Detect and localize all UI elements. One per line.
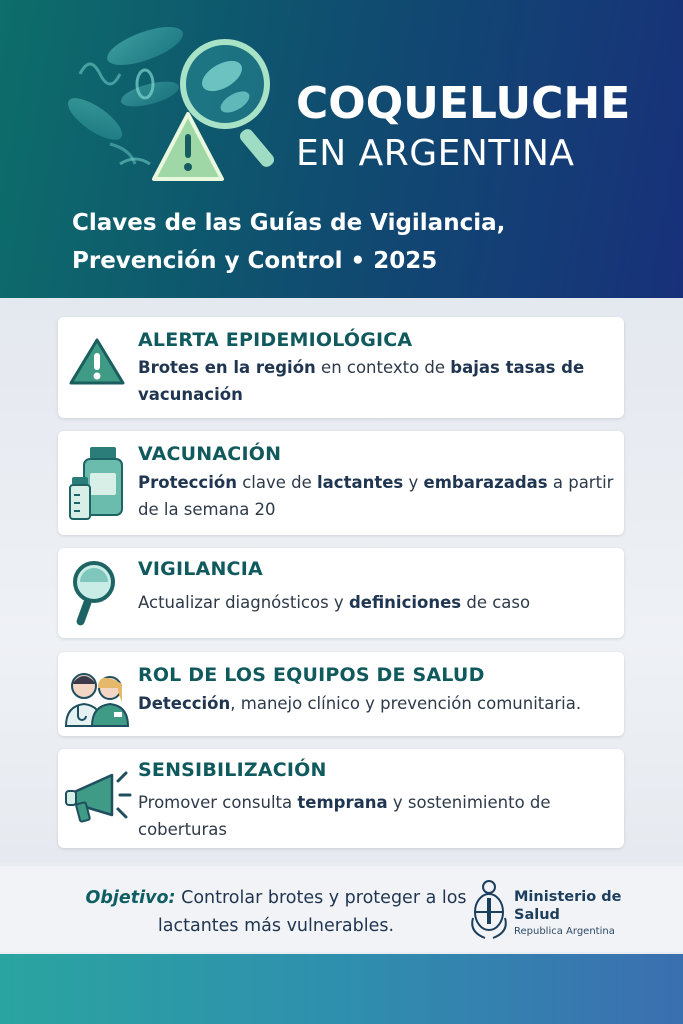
card-text — [138, 690, 616, 717]
warning-triangle-icon — [68, 337, 126, 387]
card-title: ROL DE LOS EQUIPOS DE SALUD — [138, 664, 485, 686]
bacteria-illustration-icon — [50, 14, 280, 194]
card-text-run: en contexto de — [315, 358, 451, 377]
subtitle-line-2: Prevención y Control • 2025 — [72, 248, 438, 274]
card-text-run: Actualizar diagnósticos y — [138, 593, 349, 612]
card-text-run: de caso — [461, 593, 531, 612]
card-text-bold: bajas tasas de vacunación — [138, 358, 585, 404]
card-title: ALERTA EPIDEMIOLÓGICA — [138, 329, 413, 351]
ministry-name-line-2: Salud — [514, 907, 560, 923]
page-title-sub: EN ARGENTINA — [296, 133, 575, 174]
ministry-name-line-1: Ministerio de — [514, 889, 622, 905]
card-text-bold: Detección — [138, 694, 231, 713]
card-rol-equipos — [58, 652, 624, 736]
header-banner — [0, 0, 683, 298]
card-alerta — [58, 317, 624, 418]
ministry-name — [514, 888, 621, 924]
page-subtitle — [72, 204, 632, 280]
ministry-country: Republica Argentina — [514, 926, 615, 937]
ministry-logo — [470, 878, 650, 944]
card-text-bold: temprana — [297, 793, 388, 812]
card-text-run: y — [403, 473, 424, 492]
objective-body: Controlar brotes y proteger a los lactantes más vulnerables. — [157, 888, 467, 936]
card-text — [138, 469, 616, 523]
card-title: VACUNACIÓN — [138, 443, 282, 465]
card-text-run: , manejo clínico y prevención comunitaria. — [230, 694, 582, 713]
card-text — [138, 354, 616, 408]
megaphone-icon — [64, 763, 134, 827]
card-vacunacion — [58, 431, 624, 535]
card-text — [138, 589, 616, 616]
card-text-run: y sostenimiento de coberturas — [138, 793, 551, 839]
objective-text — [76, 884, 476, 940]
card-text-bold: embarazadas — [423, 473, 548, 492]
subtitle-line-1: Claves de las Guías de Vigilancia, — [72, 210, 506, 236]
magnifier-icon — [68, 558, 124, 630]
card-sensibilizacion — [58, 749, 624, 848]
national-coat-of-arms-icon — [470, 878, 508, 940]
card-text — [138, 789, 616, 843]
card-text-run: clave de — [236, 473, 317, 492]
objective-label: Objetivo: — [85, 888, 176, 908]
bottom-color-band — [0, 954, 683, 1024]
card-text-run: Promover consulta — [138, 793, 298, 812]
card-text-bold: lactantes — [317, 473, 404, 492]
card-vigilancia — [58, 548, 624, 638]
vaccine-vials-icon — [68, 443, 132, 523]
card-text-run: a partir de la semana 20 — [138, 473, 614, 519]
card-text-bold: definiciones — [348, 593, 462, 612]
card-text-bold: Brotes en la región — [138, 358, 316, 377]
health-team-icon — [64, 666, 130, 728]
card-title: SENSIBILIZACIÓN — [138, 759, 327, 781]
page-title: COQUELUCHE — [296, 78, 631, 129]
card-text-bold: Protección — [138, 473, 237, 492]
card-title: VIGILANCIA — [138, 558, 263, 580]
